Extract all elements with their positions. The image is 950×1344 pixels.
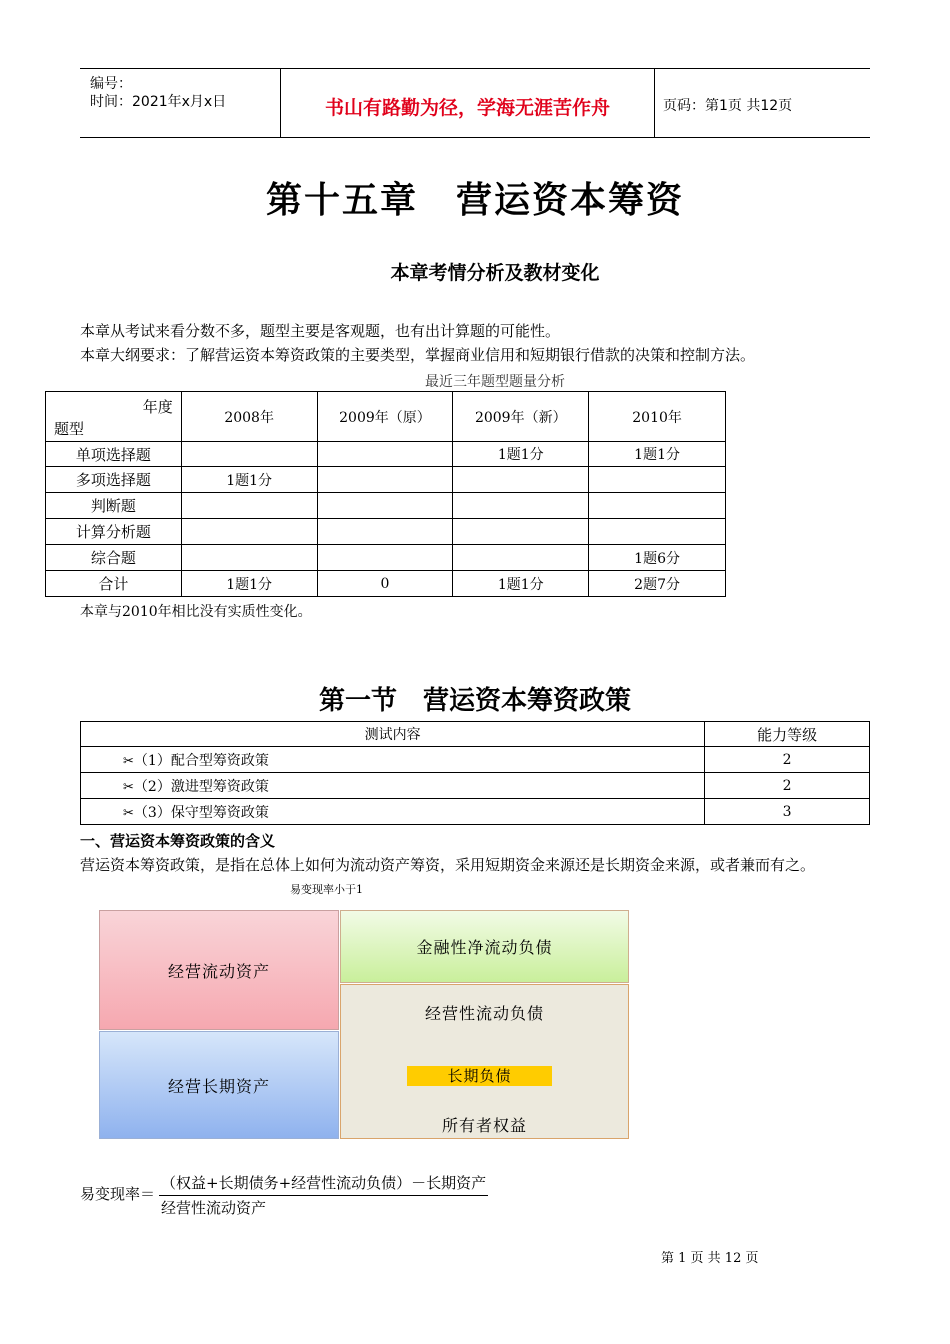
corner-type-label: 题型 <box>54 420 85 438</box>
definition-text: 营运资本筹资政策，是指在总体上如何为流动资产筹资，采用短期资金来源还是长期资金来源，或者兼而有之。 <box>80 856 816 874</box>
table-row <box>46 571 726 597</box>
exam-col-header: 2009年（新） <box>453 392 589 442</box>
test-level-cell: 2 <box>705 747 870 773</box>
exam-col-header: 2008年 <box>181 392 317 442</box>
scissors-icon: ✂ <box>123 805 134 821</box>
table-cell <box>181 519 317 545</box>
table-cell: 1题1分 <box>453 442 589 467</box>
table-cell <box>589 493 726 519</box>
table-cell: 2题7分 <box>589 571 726 597</box>
exam-col-header: 2009年（原） <box>317 392 453 442</box>
test-level-cell: 2 <box>705 773 870 799</box>
table-cell <box>317 493 453 519</box>
test-col-header: 能力等级 <box>705 722 870 747</box>
op-current-assets-label: 经营流动资产 <box>167 961 270 981</box>
test-table <box>80 721 870 825</box>
table-cell: 1题6分 <box>589 545 726 571</box>
page-footer: 第 1 页 共 12 页 <box>661 1251 759 1266</box>
table-cell: 0 <box>317 571 453 597</box>
corner-year-label: 年度 <box>142 398 173 416</box>
table-row <box>46 519 726 545</box>
section1-title: 第一节 营运资本筹资政策 <box>318 686 631 716</box>
table-row <box>46 442 726 467</box>
op-current-liab-label: 经营性流动负债 <box>424 1004 544 1023</box>
table-cell: 1题1分 <box>589 442 726 467</box>
row-label: 计算分析题 <box>46 519 182 545</box>
header-motto-cell <box>281 69 655 137</box>
change-note: 本章与2010年相比没有实质性变化。 <box>80 604 312 620</box>
equity-label: 所有者权益 <box>441 1116 527 1135</box>
table-cell: 1题1分 <box>181 467 317 493</box>
right-lower-box <box>340 984 629 1139</box>
section-heading: 本章考情分析及教材变化 <box>390 262 600 284</box>
table-row <box>81 773 870 799</box>
row-label: 合计 <box>46 571 182 597</box>
table-cell <box>453 545 589 571</box>
row-label: 多项选择题 <box>46 467 182 493</box>
header-page-cell <box>655 69 870 137</box>
table-cell <box>453 493 589 519</box>
diagram-caption: 易变现率小于1 <box>290 883 363 896</box>
formula-lhs: 易变现率＝ <box>80 1185 156 1203</box>
subsection1-heading: 一、营运资本筹资政策的含义 <box>80 832 276 850</box>
scissors-icon: ✂ <box>123 779 134 795</box>
exam-col-header: 2010年 <box>589 392 726 442</box>
table-cell <box>589 519 726 545</box>
row-label: 综合题 <box>46 545 182 571</box>
formula-denominator: 经营性流动资产 <box>161 1199 267 1217</box>
table-cell: 1题1分 <box>181 571 317 597</box>
op-long-assets-box <box>99 1031 339 1139</box>
test-content-text: （3）保守型筹资政策 <box>133 804 269 821</box>
test-content-cell <box>81 799 705 825</box>
table-cell <box>317 442 453 467</box>
table-cell <box>453 519 589 545</box>
exam-table-caption: 最近三年题型题量分析 <box>425 374 565 390</box>
test-content-text: （1）配合型筹资政策 <box>133 752 269 769</box>
fin-net-current-liab-box <box>340 910 629 983</box>
time-label: 时间：2021年x月x日 <box>90 94 227 110</box>
table-row <box>81 799 870 825</box>
scissors-icon: ✂ <box>123 753 134 769</box>
intro-line-2: 本章大纲要求：了解营运资本筹资政策的主要类型，掌握商业信用和短期银行借款的决策和控制方法。 <box>80 346 756 364</box>
table-cell <box>181 545 317 571</box>
table-cell <box>181 493 317 519</box>
table-cell <box>181 442 317 467</box>
table-cell <box>317 467 453 493</box>
exam-table <box>45 391 726 597</box>
table-cell <box>317 545 453 571</box>
long-term-debt-label: 长期负债 <box>407 1066 552 1086</box>
table-row <box>46 493 726 519</box>
test-col-header: 测试内容 <box>81 722 705 747</box>
row-label: 判断题 <box>46 493 182 519</box>
test-content-text: （2）激进型筹资政策 <box>133 778 269 795</box>
header-motto: 书山有路勤为径，学海无涯苦作舟 <box>324 97 610 119</box>
table-cell <box>589 467 726 493</box>
test-table-header-row <box>81 722 870 747</box>
table-cell <box>317 519 453 545</box>
test-content-cell <box>81 747 705 773</box>
test-content-cell <box>81 773 705 799</box>
table-row <box>46 545 726 571</box>
table-cell: 1题1分 <box>453 571 589 597</box>
table-row <box>46 467 726 493</box>
chapter-title: 第十五章 营运资本筹资 <box>265 179 684 221</box>
balance-diagram <box>99 910 629 1139</box>
fin-net-current-liab-label: 金融性净流动负债 <box>416 938 553 957</box>
row-label: 单项选择题 <box>46 442 182 467</box>
header-page-info: 页码：第1页 共12页 <box>663 98 793 114</box>
formula-numerator: （权益+长期债务+经营性流动负债）－长期资产 <box>159 1172 488 1196</box>
number-label: 编号： <box>90 76 132 92</box>
op-long-assets-label: 经营长期资产 <box>167 1076 270 1096</box>
intro-line-1: 本章从考试来看分数不多，题型主要是客观题，也有出计算题的可能性。 <box>80 322 561 340</box>
table-cell <box>453 467 589 493</box>
test-level-cell: 3 <box>705 799 870 825</box>
op-current-assets-box <box>99 910 339 1030</box>
table-row <box>81 747 870 773</box>
exam-table-header-row <box>46 392 726 442</box>
exam-table-corner <box>46 392 182 442</box>
page-header <box>80 68 870 138</box>
header-meta-cell <box>80 69 281 137</box>
